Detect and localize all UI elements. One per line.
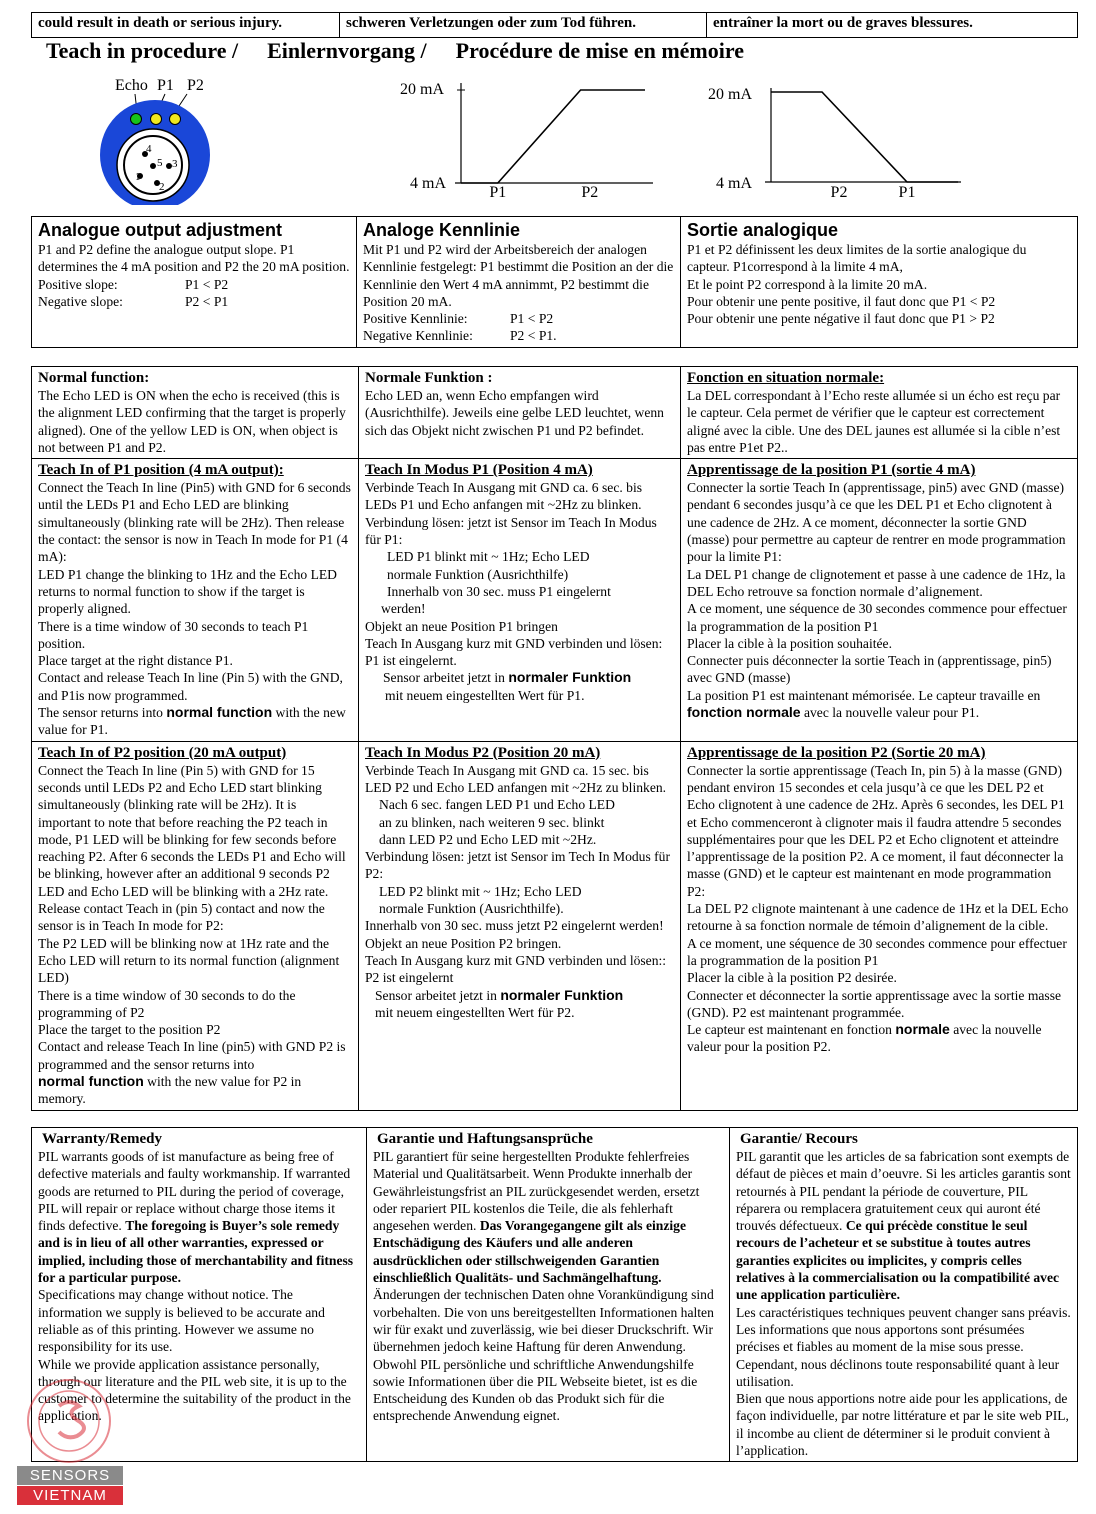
teach-p2-fr-line: Connecter la sortie apprentissage (Teach In, pin 5) à la masse (GND) pendant environ 15 secondes et cela jusqu’à ce que les DEL P2 et Echo clignotent à une cadence de 2Hz. Après 6 secondes, les DEL P1 et Echo commenceront à clignoter mais il faudra attendre 5 secondes supplémentaires pour que les DEL P2 et Echo clignotent et atteindre l’apprentissage de la position P2. A ce moment, il faut déconnecter la masse (GND) et le capteur est maintenant en mode programmation P2: — [687, 762, 1065, 899]
p2-led — [170, 114, 181, 125]
row-label: Negative Kennlinie: — [363, 328, 473, 344]
teach-p1-de — [359, 459, 681, 741]
teach-p1-de-ind: LED P1 blinkt mit ~ 1Hz; Echo LED — [387, 549, 590, 565]
chart2-ylabel-top: 20 mA — [708, 86, 752, 103]
warranty-de-p1 — [373, 1148, 723, 1286]
end-post: with the new value for P2 in memory. — [38, 1073, 302, 1107]
warranty-en-p3: While we provide application assistance personally, through our literature and the PIL web site, it is up to the customer to determine the suitability of the product in the application. — [38, 1356, 351, 1424]
analogue-fr-line: P1 et P2 définissent les deux limites de la sortie analogique du capteur. P1correspond à la limite 4 mA, — [687, 242, 1027, 275]
end-post: with the new value for P1. — [38, 705, 346, 738]
teach-p1-de-line: Teach In Ausgang kurz mit GND verbinden und lösen: P1 ist eingelernt. — [365, 635, 663, 669]
teach-p1-fr-line: La position P1 est maintenant mémorisée. Le capteur travaille en — [687, 687, 1041, 703]
teach-p2-de-end — [365, 987, 674, 1004]
teach-p1-de-ind: Innerhalb von 30 sec. muss P1 eingelernt — [387, 583, 611, 599]
end-pre: Sensor arbeitet jetzt in — [375, 987, 501, 1003]
teach-p2-en-line: Place the target to the position P2 — [38, 1022, 221, 1038]
analogue-de-row-negative — [363, 327, 674, 344]
normal-en-text: The Echo LED is ON when the echo is received (this is the alignment LED confirming that the target is properly aligned). One of the yellow LED is ON, when object is not between P1 and P2. — [38, 388, 346, 455]
chart2-xlabel-p1: P1 — [898, 184, 916, 201]
teach-p1-de-ind: werden! — [381, 601, 426, 617]
warranty-table — [31, 1127, 1078, 1462]
teach-p1-de-line: Verbindung lösen: jetzt ist Sensor im Teach In Modus für P1: — [365, 514, 657, 548]
teach-p2-fr-line: Placer la cible à la position P2 desirée. — [687, 970, 897, 986]
teach-p2-en-line: Contact and release Teach In line (pin5) with GND P2 is programmed and the sensor returns into — [38, 1039, 346, 1072]
top-strip-fr: entraîner la mort ou de graves blessures. — [707, 13, 1078, 38]
teach-p2-fr-line: La DEL P2 clignote maintenant à une cadence de 1Hz et la DEL Echo retourne à sa fonction normale de témoin d’alignement de la cible. — [687, 901, 1069, 934]
pin-label-3: 3 — [172, 158, 178, 170]
analogue-en-row-negative — [38, 293, 350, 310]
analogue-fr — [681, 217, 1078, 348]
analogue-table — [31, 216, 1078, 348]
p1-led — [151, 114, 162, 125]
warranty-de-title: Garantie und Haftungsansprüche — [377, 1131, 593, 1147]
chart1-xlabel-p1: P1 — [489, 184, 507, 201]
end-post: avec la nouvelle valeur pour la position P2. — [687, 1022, 1042, 1055]
top-strip — [31, 12, 1078, 38]
warranty-fr-p2: Les caractéristiques techniques peuvent changer sans préavis. Les informations que nous apportons sont présumées précises et fiables au moment de la mise sous presse. Cependant, nous déclinons toute responsabilité quant à leur utilisation. — [736, 1304, 1071, 1389]
teach-p2-de-line: Verbindung lösen: jetzt ist Sensor im Tech In Modus für P2: — [365, 849, 670, 882]
teach-p2-en-line: There is a time window of 30 seconds to do the programming of P2 — [38, 987, 296, 1020]
analogue-en-row-positive — [38, 276, 350, 293]
row-label: Positive slope: — [38, 276, 118, 292]
teach-p2-en-title: Teach In of P2 position (20 mA output) — [38, 744, 287, 761]
teach-p2-de-title: Teach In Modus P2 (Position 20 mA) — [365, 744, 601, 761]
analogue-fr-title: Sortie analogique — [687, 220, 839, 240]
title-fr: Procédure de mise en mémoire — [455, 38, 745, 63]
end-pre: Sensor arbeitet jetzt in — [383, 670, 509, 686]
row-value: P2 < P1 — [185, 293, 229, 309]
normal-fr — [681, 367, 1078, 459]
pin-label-2: 2 — [159, 181, 165, 193]
warranty-en-p1 — [38, 1148, 360, 1286]
teach-p2-de-ind: Nach 6 sec. fangen LED P1 und Echo LED — [379, 797, 615, 813]
warranty-fr-title: Garantie/ Recours — [740, 1131, 858, 1147]
analogue-en — [32, 217, 357, 348]
end-bold: normale — [895, 1021, 950, 1038]
normal-en-title: Normal function: — [38, 370, 150, 386]
teach-p1-fr-line: Connecter la sortie Teach In (apprentissage, pin5) avec GND (masse) pendant 6 secondes jusqu’à ce que les DEL P1 et Echo clignotent à une cadence de 2Hz. A ce moment, déconnecter la sortie GND (masse) pour permettre au capteur de rentrer en mode programmation pour la limite P1: — [687, 480, 1066, 565]
teach-p2-de-ind: dann LED P2 und Echo LED mit ~2Hz. — [379, 831, 597, 847]
teach-p1-fr-line: La DEL P1 change de clignotement et passe à une cadence de 1Hz, la DEL Echo retrouve sa fonction normale d’alignement. — [687, 566, 1066, 599]
top-strip-en: could result in death or serious injury. — [32, 13, 340, 38]
teach-p1-de-end-post: mit neuem eingestellten Wert für P1. — [385, 687, 585, 703]
p1-bold: The foregoing is Buyer’s sole remedy and is in lieu of all other warranties, expressed or implied, including those of merchantability and fitness for a particular purpose. — [38, 1218, 354, 1286]
end-post: avec la nouvelle valeur pour P1. — [800, 705, 980, 721]
teach-p1-de-end — [365, 669, 674, 686]
teach-p1-fr-line: Connecter puis déconnecter la sortie Teach in (apprentissage, pin5) avec GND (masse) — [687, 653, 1052, 686]
analogue-fr-line: Pour obtenir une pente négative il faut donc que P1 > P2 — [687, 311, 995, 327]
normal-de — [359, 367, 681, 459]
end-bold: normaler Funktion — [508, 669, 632, 686]
echo-led — [131, 114, 142, 125]
normal-en — [32, 367, 359, 459]
teach-p2-de-end-post: mit neuem eingestellten Wert für P2. — [375, 1004, 575, 1020]
p1-bold: Das Vorangegangene gilt als einzige Entschädigung des Käufers und alle anderen ausdrücklichen oder stillschweigenden Garantien einschließlich Qualitäts- und Sachmängelhaftung. — [373, 1218, 686, 1286]
teach-p2-de — [359, 741, 681, 1110]
title-de: Einlernvorgang / — [267, 38, 427, 63]
teach-p1-fr-end — [687, 704, 1071, 721]
warranty-en-p2: Specifications may change without notice. The information we supply is believed to be accurate and reliable as of this printing. However we assume no responsibility for its use. — [38, 1287, 325, 1355]
pin-label-4: 4 — [146, 143, 152, 155]
analogue-de-row-positive — [363, 310, 674, 327]
watermark-seal — [24, 1376, 114, 1466]
warranty-de-p3: Obwohl PIL persönliche und schriftliche Anwendungshilfe sowie Informationen über die PIL Webseite bietet, ist es die Entscheidung des Kunden ob das Produkt sich für die entsprechende Anwendung eignet. — [373, 1356, 698, 1424]
teach-p2-de-line: Teach In Ausgang kurz mit GND verbinden und lösen:: P2 ist eingelernt — [365, 952, 667, 986]
teach-p1-en-line: Connect the Teach In line (Pin5) with GND for 6 seconds until the LEDs P1 and Echo LED are blinking simultaneously (blinking rate will be 2Hz). Then release the contact: the sensor is now in Teach In mode for P1 (4 mA): — [38, 480, 351, 565]
chart1-ylabel-bottom: 4 mA — [410, 175, 446, 192]
row-label: Positive Kennlinie: — [363, 311, 468, 327]
analogue-de — [357, 217, 681, 348]
top-strip-de: schweren Verletzungen oder zum Tod führen. — [340, 13, 707, 38]
p1-bold: Ce qui précède constitue le seul recours de l’acheteur et se substitue à toutes autres garanties explicites ou implicites, y compris celles relatives à la commercialisation ou la compatibilité avec une application particulière. — [736, 1218, 1060, 1303]
chart-positive-slope — [395, 75, 665, 205]
label-echo: Echo — [115, 77, 148, 94]
teach-p1-fr — [681, 459, 1078, 741]
p1-text: PIL garantiert für seine hergestellten Produkte fehlerfreies Material und Qualitätsarbeit. Wenn Produkte innerhalb der Gewährleistungsfrist an PIL zurückgesendet werden, ersetzt oder repariert PIL kostenlos die Teile, die als fehlerhaft angesehen werden. — [373, 1149, 700, 1234]
end-bold: fonction normale — [687, 704, 801, 721]
teach-p1-de-line: Objekt an neue Position P1 bringen — [365, 618, 558, 634]
pin-label-1: 1 — [135, 171, 141, 183]
teach-p1-en — [32, 459, 359, 741]
teach-p1-en-line: Place target at the right distance P1. — [38, 653, 233, 669]
seal-outer-ring — [28, 1380, 110, 1462]
row-value: P2 < P1. — [510, 328, 557, 344]
teach-p1-fr-line: Placer la cible à la position souhaitée. — [687, 635, 892, 651]
teach-p2-de-line: Verbinde Teach In Ausgang mit GND ca. 15 sec. bis LED P2 und Echo LED anfangen mit ~2Hz zu blinken. — [365, 762, 667, 795]
chart1-ylabel-top: 20 mA — [400, 81, 444, 98]
pin-5 — [150, 163, 156, 169]
brand-sensors: SENSORS — [17, 1466, 123, 1485]
teach-p1-de-ind: normale Funktion (Ausrichthilfe) — [387, 566, 569, 582]
row-label: Negative slope: — [38, 293, 123, 309]
teach-p2-fr-end — [687, 1021, 1071, 1056]
warranty-fr-p3: Bien que nous apportions notre aide pour les applications, de façon individuelle, par notre littérature et par le site web PIL, il incombe au client de déterminer si le produit convient à l’application. — [736, 1391, 1069, 1459]
teach-p2-de-ind: LED P2 blinkt mit ~ 1Hz; Echo LED — [379, 883, 582, 899]
teach-p1-fr-line: A ce moment, une séquence de 30 secondes commence pour effectuer la programmation de la position P1 — [687, 601, 1067, 634]
analogue-de-text: Mit P1 und P2 wird der Arbeitsbereich der analogen Kennlinie festgelegt: P1 bestimmt die Position an der die Kennlinie den Wert 4 mA annimmt, P2 bestimmt die Position 20 mA. — [363, 242, 674, 309]
connector-diagram — [95, 70, 225, 205]
teach-p2-en-line: The P2 LED will be blinking now at 1Hz rate and the Echo LED will return to its normal function (alignment LED) — [38, 935, 340, 986]
end-pre: The sensor returns into — [38, 705, 167, 721]
teach-p1-en-end — [38, 704, 352, 739]
analogue-de-title: Analoge Kennlinie — [363, 220, 521, 240]
warranty-de — [367, 1128, 730, 1462]
teach-p2-de-ind: an zu blinken, nach weiteren 9 sec. blinkt — [379, 814, 605, 830]
teach-p2-en — [32, 741, 359, 1110]
chart1-xlabel-p2: P2 — [581, 184, 599, 201]
chart2-xlabel-p2: P2 — [830, 184, 848, 201]
teach-p1-en-title: Teach In of P1 position (4 mA output): — [38, 462, 284, 479]
end-bold: normal function — [166, 704, 273, 721]
teach-p1-en-line: Contact and release Teach In line (Pin 5) with the GND, and P1is now programmed. — [38, 670, 343, 703]
end-bold: normaler Funktion — [500, 986, 624, 1003]
label-p1: P1 — [157, 77, 174, 94]
p1-text: PIL garantit que les articles de sa fabrication sont exempts de défaut de pièces et main d’oeuvre. Si les articles garantis sont retournés à PIL pendant la période de couverture, PIL réparera ou remplacera gratuitement ceux qui auront été trouvés défectueux. — [736, 1149, 1071, 1234]
end-pre: Le capteur est maintenant en fonction — [687, 1022, 896, 1038]
chart2-series-line — [771, 92, 958, 182]
row-value: P1 < P2 — [510, 311, 554, 327]
teach-p2-fr-line: Connecter et déconnecter la sortie apprentissage avec la sortie masse (GND). P2 est maintenant programmée. — [687, 987, 1062, 1020]
pin-label-5: 5 — [157, 157, 163, 169]
teach-p1-de-title: Teach In Modus P1 (Position 4 mA) — [365, 462, 593, 479]
teach-p1-en-line: LED P1 change the blinking to 1Hz and the Echo LED returns to normal function to show if the target is properly aligned. — [38, 566, 337, 617]
seal-s-mark — [59, 1402, 84, 1437]
teach-p2-de-line: Innerhalb von 30 sec. muss jetzt P2 eingelernt werden! — [365, 918, 664, 934]
teach-p2-de-line: Objekt an neue Position P2 bringen. — [365, 935, 562, 951]
page-title — [46, 38, 744, 64]
normal-de-title: Normale Funktion : — [365, 370, 493, 386]
teach-p2-fr-title: Apprentissage de la position P2 (Sortie 20 mA) — [687, 744, 986, 761]
title-en: Teach in procedure / — [46, 38, 239, 63]
normal-fr-title: Fonction en situation normale: — [687, 370, 885, 386]
end-bold: normal function — [38, 1072, 144, 1089]
teach-p1-fr-title: Apprentissage de la position P1 (sortie 4 mA) — [687, 462, 976, 479]
teach-p2-en-line: Connect the Teach In line (Pin 5) with GND for 15 seconds until LEDs P2 and Echo LED start blinking simultaneously (blinking rate will be 2Hz). It is important to note that before reaching the P2 teach in mode, P1 LED will be blinking for few seconds before reaching P2. After 6 seconds the LEDs P1 and Echo will be blinking, however after an additional 9 seconds P2 LED and Echo LED will be blinking with a 2Hz rate. Release contact Teach in (pin 5) contact and now the sensor is in Teach In mode for P2: — [38, 762, 346, 934]
analogue-en-title: Analogue output adjustment — [38, 220, 282, 240]
normal-de-text: Echo LED an, wenn Echo empfangen wird (Ausrichthilfe). Jeweils eine gelbe LED leuchtet, wenn sich das Objekt nicht zwischen P1 und P2 befindet. — [365, 388, 664, 438]
analogue-en-text: P1 and P2 define the analogue output slope. P1 determines the 4 mA position and P2 the 20 mA position. — [38, 242, 350, 275]
row-value: P1 < P2 — [185, 276, 229, 292]
teach-p1-de-line: Verbinde Teach In Ausgang mit GND ca. 6 sec. bis LEDs P1 und Echo anfangen mit ~2Hz zu blinken. — [365, 480, 643, 513]
brand-vietnam: VIETNAM — [17, 1486, 123, 1505]
chart2-ylabel-bottom: 4 mA — [716, 175, 752, 192]
teach-table — [31, 366, 1078, 1111]
warranty-de-p2: Änderungen der technischen Daten ohne Vorankündigung sind vorbehalten. Die von uns bereitgestellten Informationen halten wir für exakt und zuverlässig, wie bei dieser Druckschrift. Wir übernehmen jedoch keine Haftung für deren Anwendung. — [373, 1287, 714, 1355]
teach-p2-en-end — [38, 1073, 352, 1108]
p1-text: PIL warrants goods of ist manufacture as being free of defective materials and faulty workmanship. If warranted goods are returned to PIL during the period of coverage, PIL will repair or replace without charge those items it finds defective. — [38, 1149, 351, 1234]
teach-p2-fr — [681, 741, 1078, 1110]
teach-p2-de-ind: normale Funktion (Ausrichthilfe). — [379, 901, 564, 917]
chart1-series-line — [461, 90, 645, 183]
analogue-fr-line: Et le point P2 correspond à la limite 20 mA. — [687, 276, 928, 292]
warranty-en-title: Warranty/Remedy — [42, 1131, 162, 1147]
teach-p1-en-line: There is a time window of 30 seconds to teach P1 position. — [38, 618, 309, 651]
label-p2: P2 — [187, 77, 204, 94]
warranty-fr — [730, 1128, 1078, 1462]
warranty-fr-p1 — [736, 1148, 1071, 1304]
teach-p2-fr-line: A ce moment, une séquence de 30 secondes commence pour effectuer la programmation de la position P1 — [687, 935, 1067, 968]
analogue-fr-line: Pour obtenir une pente positive, il faut donc que P1 < P2 — [687, 293, 996, 309]
chart-negative-slope — [703, 80, 973, 205]
normal-fr-text: La DEL correspondant à l’Echo reste allumée si un écho est reçu par le capteur. Cela permet de vérifier que le capteur est correctement aligné avec la cible. Une des DEL jaunes est allumée si la cible n’est pas entre P1et P2.. — [687, 388, 1061, 455]
